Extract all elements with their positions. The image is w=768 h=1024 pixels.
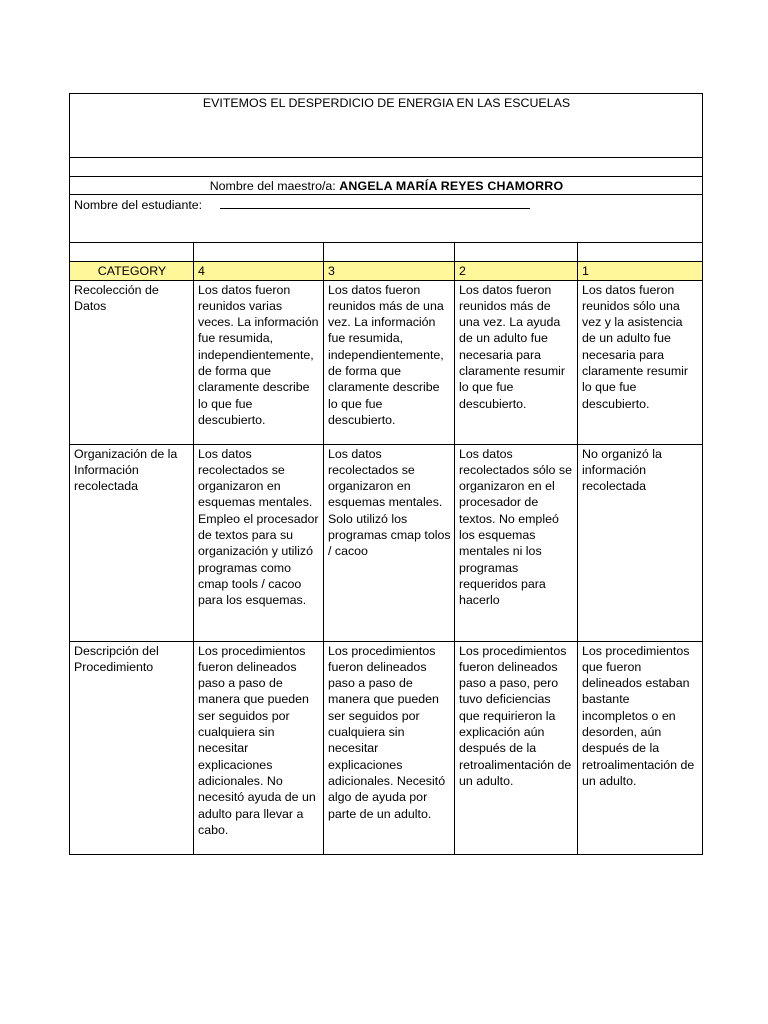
table-row: [70, 641, 703, 854]
table-cell: Los datos recolectados se organizaron en esquemas mentales. Empleo el procesador de textos para su organización y utilizó programas como cmap tools / cacoo para los esquemas.: [194, 444, 324, 641]
rubric-table: [69, 93, 703, 855]
table-cell: Los datos fueron reunidos sólo una vez y la asistencia de un adulto fue necesaria para claramente resumir lo que fue descubierto.: [578, 280, 703, 444]
document-title: EVITEMOS EL DESPERDICIO DE ENERGIA EN LAS ESCUELAS: [70, 94, 703, 158]
teacher-row: [70, 177, 703, 195]
header-row: [70, 262, 703, 280]
table-cell: Los datos fueron reunidos varias veces. La información fue resumida, independientemente, de forma que claramente describe lo que fue descubierto.: [194, 280, 324, 444]
row-category: Recolección de Datos: [70, 280, 194, 444]
header-score-1: 1: [578, 262, 703, 280]
table-cell: Los procedimientos fueron delineados paso a paso de manera que pueden ser seguidos por cualquiera sin necesitar explicaciones adicionales. Necesitó algo de ayuda por parte de un adulto.: [324, 641, 455, 854]
header-score-4: 4: [194, 262, 324, 280]
table-cell: Los procedimientos que fueron delineados estaban bastante incompletos o en desorden, aún después de la retroalimentación de un adulto.: [578, 641, 703, 854]
rubric-document: [69, 93, 702, 855]
table-cell: Los datos fueron reunidos más de una vez. La información fue resumida, independientemente, de forma que claramente describe lo que fue descubierto.: [324, 280, 455, 444]
spacer-row: [70, 158, 703, 177]
teacher-label: Nombre del maestro/a:: [209, 179, 336, 193]
table-row: [70, 280, 703, 444]
title-row: [70, 94, 703, 158]
table-cell: Los datos recolectados sólo se organizaron en el procesador de textos. No empleó los esquemas mentales ni los programas requeridos para hacerlo: [455, 444, 578, 641]
table-cell: Los datos fueron reunidos más de una vez. La ayuda de un adulto fue necesaria para claramente resumir lo que fue descubierto.: [455, 280, 578, 444]
table-cell: Los datos recolectados se organizaron en esquemas mentales. Solo utilizó los programas cmap tolos / cacoo: [324, 444, 455, 641]
header-score-2: 2: [455, 262, 578, 280]
row-category: Descripción del Procedimiento: [70, 641, 194, 854]
row-category: Organización de la Información recolectada: [70, 444, 194, 641]
blank-row: [70, 243, 703, 262]
student-label: Nombre del estudiante:: [74, 198, 203, 213]
table-cell: Los procedimientos fueron delineados paso a paso, pero tuvo deficiencias que requirieron la explicación aún después de la retroalimentación de un adulto.: [455, 641, 578, 854]
header-score-3: 3: [324, 262, 455, 280]
student-row: [70, 195, 703, 243]
table-cell: No organizó la información recolectada: [578, 444, 703, 641]
header-category: CATEGORY: [70, 262, 194, 280]
student-name-line[interactable]: [220, 196, 530, 209]
table-cell: Los procedimientos fueron delineados paso a paso de manera que pueden ser seguidos por cualquiera sin necesitar explicaciones adicionales. No necesitó ayuda de un adulto para llevar a cabo.: [194, 641, 324, 854]
teacher-name: ANGELA MARÍA REYES CHAMORRO: [339, 179, 564, 193]
table-row: [70, 444, 703, 641]
